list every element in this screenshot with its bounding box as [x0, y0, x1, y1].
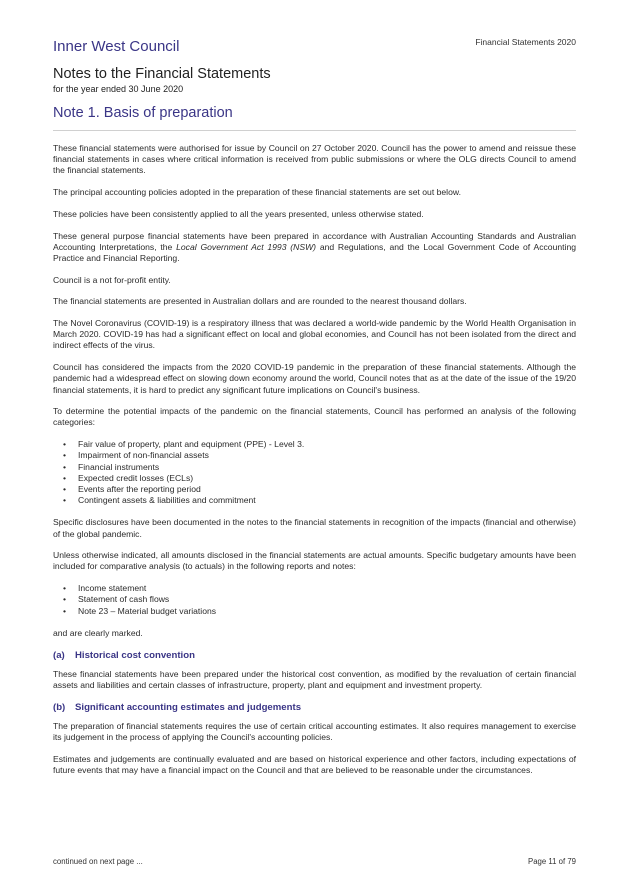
list-item: • Expected credit losses (ECLs): [63, 472, 194, 483]
section-title: Historical cost convention: [75, 649, 195, 661]
bullet-icon: •: [63, 450, 67, 461]
analysis-categories-list: [53, 439, 576, 506]
organisation-name: Inner West Council: [53, 38, 180, 55]
bullet-icon: •: [63, 605, 67, 616]
bullet-icon: •: [63, 483, 67, 494]
list-item: • Contingent assets & liabilities and commitment: [63, 495, 256, 506]
section-title: Significant accounting estimates and judgements: [75, 701, 302, 713]
paragraph: [53, 231, 576, 265]
paragraph-text: and Regulations, and the Local Government Code of Accounting Practice and Financial Reporting.: [53, 241, 577, 263]
note-title: Note 1. Basis of preparation: [53, 105, 233, 121]
paragraph: The preparation of financial statements requires the use of certain critical accounting estimates. It also requires management to exercise its judgement in the process of applying the Council's accounting policies.: [53, 720, 576, 743]
bullet-icon: •: [63, 495, 67, 506]
list-item: • Events after the reporting period: [63, 483, 201, 494]
list-item: • Fair value of property, plant and equipment (PPE) - Level 3.: [63, 439, 305, 450]
section-letter: (b): [53, 701, 66, 713]
section-heading-b: [53, 702, 576, 713]
paragraph: Council has considered the impacts from the 2020 COVID-19 pandemic in the preparation of these financial statements. Although the pandemic had a widespread effect on slowing down economy around the world, Council notes that as at the date of the issue of the 19/20 financial statements, it is hard to predict any significant future implications on Council's business.: [53, 362, 576, 395]
document-subtitle: for the year ended 30 June 2020: [53, 84, 184, 94]
paragraph: To determine the potential impacts of the pandemic on the financial statements, Council has performed an analysis of the following categories:: [53, 406, 576, 428]
paragraph: The financial statements are presented in Australian dollars and are rounded to the nearest thousand dollars.: [53, 296, 467, 307]
section-heading-a: [53, 650, 576, 661]
list-item: • Note 23 – Material budget variations: [63, 605, 217, 616]
list-item: • Statement of cash flows: [63, 594, 170, 605]
list-item: • Income statement: [63, 583, 147, 594]
list-item: • Financial instruments: [63, 461, 160, 472]
document-title: Notes to the Financial Statements: [53, 66, 271, 82]
paragraph: and are clearly marked.: [53, 627, 143, 638]
bullet-icon: •: [63, 594, 67, 605]
continued-note: continued on next page ...: [53, 857, 143, 866]
list-item: • Impairment of non-financial assets: [63, 450, 209, 461]
budget-reports-list: [53, 583, 576, 617]
section-letter: (a): [53, 649, 65, 661]
paragraph: The principal accounting policies adopted in the preparation of these financial statements are set out below.: [53, 187, 461, 198]
bullet-icon: •: [63, 461, 67, 472]
paragraph: The Novel Coronavirus (COVID-19) is a respiratory illness that was declared a world-wide pandemic by the World Health Organisation in March 2020. COVID-19 has had a significant effect on local and global economies, and Council has not been isolated from the direct and indirect effects of the virus.: [53, 318, 576, 351]
paragraph: Estimates and judgements are continually evaluated and are based on historical experience and other factors, including expectations of future events that may have a financial impact on the Council and that are believed to be reasonable under the circumstances.: [53, 753, 576, 775]
paragraph: These financial statements were authorised for issue by Council on 27 October 2020. Council has the power to amend and reissue these financial statements in cases where critical information is received from public submissions or where the OLG directs Council to amend the financial statements.: [53, 143, 576, 176]
act-name: Local Government Act 1993 (NSW): [176, 241, 317, 252]
paragraph: Unless otherwise indicated, all amounts disclosed in the financial statements are actual amounts. Specific budgetary amounts have been included for comparative analysis (to actuals) in the following reports and notes:: [53, 550, 576, 572]
page-number: Page 11 of 79: [528, 857, 576, 866]
paragraph: These policies have been consistently applied to all the years presented, unless otherwise stated.: [53, 208, 424, 219]
paragraph: Council is a not for-profit entity.: [53, 274, 171, 285]
bullet-icon: •: [63, 583, 67, 594]
running-header: Financial Statements 2020: [475, 37, 576, 47]
paragraph: Specific disclosures have been documented in the notes to the financial statements in recognition of the impacts (financial and otherwise) of the global pandemic.: [53, 517, 576, 539]
bullet-icon: •: [63, 472, 67, 483]
paragraph: These financial statements have been prepared under the historical cost convention, as modified by the revaluation of certain financial assets and liabilities and certain classes of infrastructure, property, plant and equipment and investment property.: [53, 668, 576, 690]
title-divider: [53, 130, 576, 131]
note-content: [53, 143, 576, 787]
bullet-icon: •: [63, 439, 67, 450]
paragraph-text: These general purpose financial statements have been prepared in accordance with Australian Accounting Standards and Australian Accounting Interpretations, the: [53, 230, 576, 252]
